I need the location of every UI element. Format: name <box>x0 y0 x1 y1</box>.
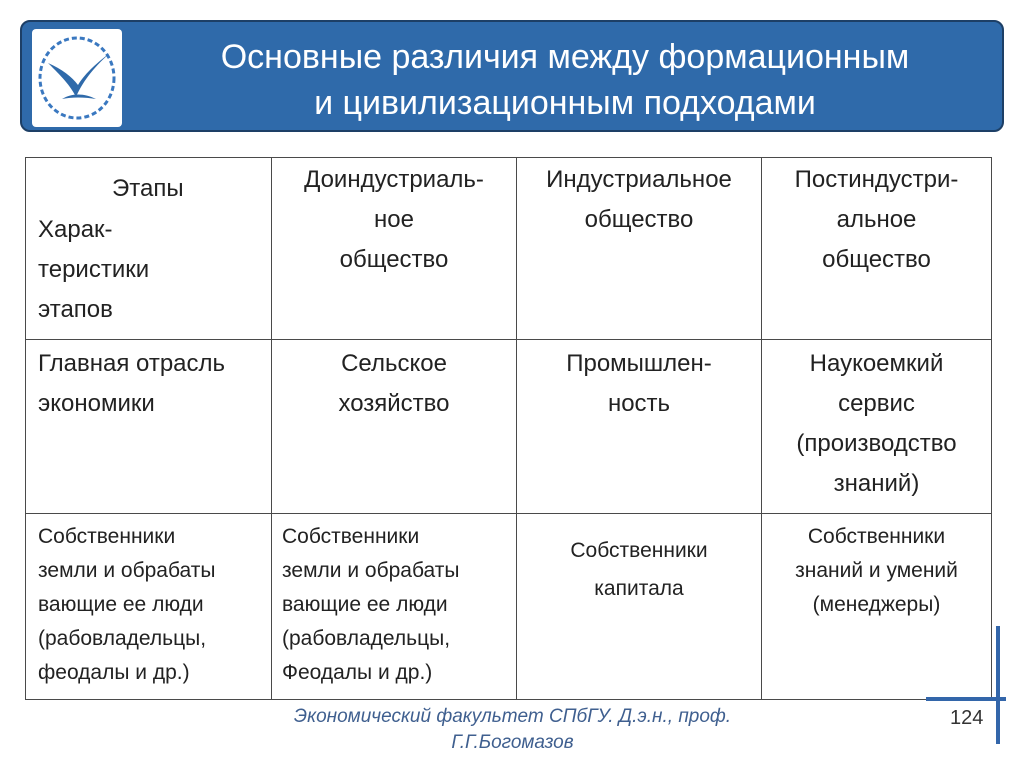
row-label-main-industry: Главная отрасль экономики <box>26 340 272 514</box>
slide-header <box>20 20 1004 132</box>
table-cell: Собственники капитала <box>517 514 762 700</box>
logo <box>32 29 122 127</box>
column-header-postindustrial: Постиндустри- альное общество <box>762 158 992 340</box>
comparison-table <box>25 157 992 700</box>
table-cell: Собственники знаний и умений (менеджеры) <box>762 514 992 700</box>
row-label-owners: Собственники земли и обрабаты вающие ее люди (рабовладельцы, феодалы и др.) <box>26 514 272 700</box>
corner-cell <box>26 158 272 340</box>
table-cell: Промышлен- ность <box>517 340 762 514</box>
table-header-row <box>26 158 992 340</box>
table-row <box>26 514 992 700</box>
title-line-2: и цивилизационным подходами <box>314 84 816 122</box>
bird-emblem-icon <box>32 29 122 127</box>
footer-line-1: Экономический факультет СПбГУ. Д.э.н., проф. <box>293 706 732 727</box>
column-header-preindustrial: Доиндустриаль- ное общество <box>272 158 517 340</box>
decorative-vertical-line <box>996 626 1000 744</box>
decorative-horizontal-line <box>926 697 1006 701</box>
column-header-industrial: Индустриальное общество <box>517 158 762 340</box>
stages-label: Этапы <box>112 175 184 202</box>
table-cell: Собственники земли и обрабаты вающие ее люди (рабовладельцы, Феодалы и др.) <box>272 514 517 700</box>
footer-credit <box>250 704 775 756</box>
table-cell: Наукоемкий сервис (производство знаний) <box>762 340 992 514</box>
table-cell: Сельское хозяйство <box>272 340 517 514</box>
characteristics-label: Харак- теристики этапов <box>38 216 150 323</box>
table-row <box>26 340 992 514</box>
title-line-1: Основные различия между формационным <box>220 38 910 76</box>
footer-line-2: Г.Г.Богомазов <box>451 732 574 753</box>
page-number: 124 <box>950 707 984 729</box>
page-title <box>140 34 990 126</box>
